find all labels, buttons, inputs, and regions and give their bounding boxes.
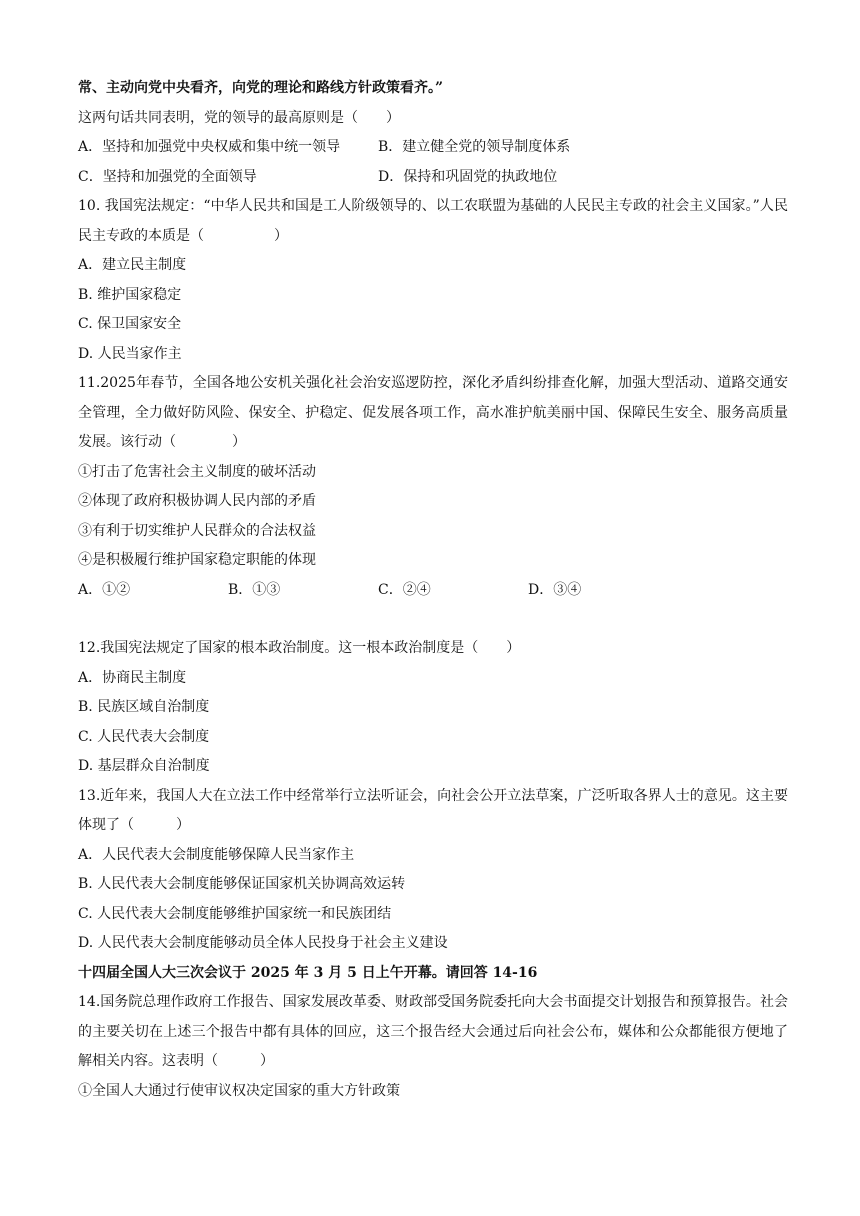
q10-option-a[interactable]: A．建立民主制度 (78, 257, 187, 273)
q9-option-c[interactable]: C．坚持和加强党的全面领导 (78, 168, 257, 185)
exam-page (78, 74, 788, 1106)
q11-item-1: ①打击了危害社会主义制度的破坏活动 (78, 463, 316, 480)
section-intro: 十四届全国人大三次会议于 2025 年 3 月 5 日上午开幕。请回答 14-16 (78, 964, 538, 981)
q12-option-c[interactable]: C. 人民代表大会制度 (78, 728, 210, 745)
q9-option-b[interactable]: B．建立健全党的领导制度体系 (378, 139, 571, 155)
blank-spacer (78, 605, 788, 634)
q13-option-a[interactable]: A．人民代表大会制度能够保障人民当家作主 (78, 846, 355, 863)
q12-option-d[interactable]: D. 基层群众自治制度 (78, 758, 210, 774)
q10-option-b[interactable]: B. 维护国家稳定 (78, 286, 182, 303)
q9-options-row-2 (78, 163, 788, 193)
q12-option-a[interactable]: A．协商民主制度 (78, 669, 187, 686)
q11-item-4: ④是积极履行维护国家稳定职能的体现 (78, 552, 316, 568)
q11-option-b[interactable]: B．①③ (228, 581, 281, 598)
q14-item-1: ①全国人大通过行使审议权决定国家的重大方针政策 (78, 1082, 400, 1099)
q9-option-d[interactable]: D．保持和巩固党的执政地位 (378, 168, 558, 185)
q11-option-c[interactable]: C．②④ (378, 581, 431, 598)
q13-option-d[interactable]: D. 人民代表大会制度能够动员全体人民投身于社会主义建设 (78, 935, 448, 951)
q12-stem: 12.我国宪法规定了国家的根本政治制度。这一根本政治制度是（ ） (78, 640, 521, 656)
q11-options-row (78, 576, 788, 606)
q11-item-2: ②体现了政府积极协调人民内部的矛盾 (78, 493, 316, 509)
q10-option-c[interactable]: C. 保卫国家安全 (78, 316, 182, 332)
q9-continuation: 常、主动向党中央看齐，向党的理论和路线方针政策看齐。” (78, 80, 444, 96)
q9-option-a[interactable]: A．坚持和加强党中央权威和集中统一领导 (78, 139, 341, 155)
q11-option-a[interactable]: A．①② (78, 581, 131, 598)
q10-stem: 10. 我国宪法规定：“中华人民共和国是工人阶级领导的、以工农联盟为基础的人民民主专政的社会主义国家。”人民民主专政的本质是（ ） (78, 198, 788, 244)
q13-option-c[interactable]: C. 人民代表大会制度能够维护国家统一和民族团结 (78, 905, 392, 922)
q11-option-d[interactable]: D．③④ (528, 581, 582, 598)
q9-question: 这两句话共同表明，党的领导的最高原则是（ ） (78, 109, 400, 126)
q11-item-3: ③有利于切实维护人民群众的合法权益 (78, 522, 316, 539)
q14-stem: 14.国务院总理作政府工作报告、国家发展改革委、财政部受国务院委托向大会书面提交计划报告和预算报告。社会的主要关切在上述三个报告中都有具体的回应，这三个报告经大会通过后向社会公布，媒体和公众都能很方便地了解相关内容。这表明（ ） (78, 994, 788, 1069)
q13-option-b[interactable]: B. 人民代表大会制度能够保证国家机关协调高效运转 (78, 876, 406, 892)
q13-stem: 13.近年来，我国人大在立法工作中经常举行立法听证会，向社会公开立法草案，广泛听取各界人士的意见。这主要体现了（ ） (78, 787, 788, 833)
q12-option-b[interactable]: B. 民族区域自治制度 (78, 699, 210, 715)
q11-stem: 11.2025年春节，全国各地公安机关强化社会治安巡逻防控，深化矛盾纠纷排查化解，加强大型活动、道路交通安全管理，全力做好防风险、保安全、护稳定、促发展各项工作，高水准护航美丽中国、保障民生安全、服务高质量发展。该行动（ ） (78, 375, 788, 450)
q10-option-d[interactable]: D. 人民当家作主 (78, 345, 182, 362)
q9-options-row-1 (78, 133, 788, 163)
